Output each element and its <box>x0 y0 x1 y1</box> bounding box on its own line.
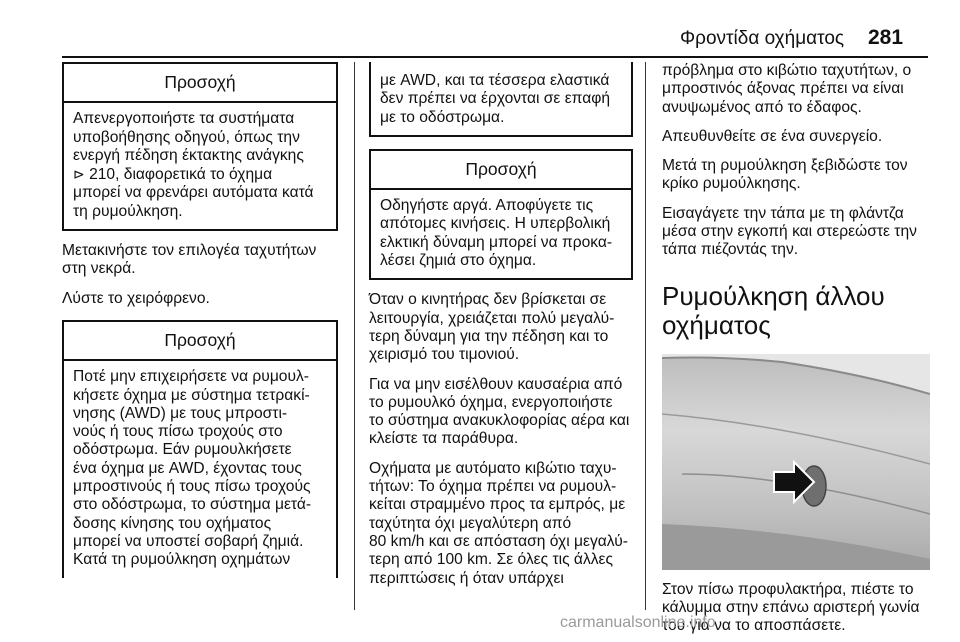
rear-bumper-illustration <box>662 354 930 570</box>
text-line: μπροστινούς ή τους πίσω τροχούς <box>73 478 311 496</box>
text-line: ανυψωμένος από το έδαφος. <box>662 98 862 116</box>
text-line: πρόβλημα στο κιβώτιο ταχυτήτων, ο <box>662 62 912 79</box>
page-reference-link[interactable]: 210, διαφορετικά το όχημα <box>89 166 273 184</box>
column-divider-1 <box>354 62 355 610</box>
text-line: υποβοήθησης οδηγού, όπως την <box>73 128 300 146</box>
text-line: Απευθυνθείτε σε ένα συνεργείο. <box>662 127 883 145</box>
text-line: στο οδόστρωμα, το σύστημα μετά- <box>73 496 312 514</box>
text-line: κλείστε τα παράθυρα. <box>369 430 519 448</box>
text-line: οδόστρωμα. Εάν ρυμουλκήσετε <box>73 441 292 459</box>
text-line: μπορεί να υποστεί σοβαρή ζημιά. <box>73 532 304 550</box>
caution-box <box>62 320 338 578</box>
paragraph <box>369 376 633 449</box>
column-3 <box>662 62 930 636</box>
caution-text <box>64 361 336 577</box>
heading-line: οχήματος <box>662 309 771 340</box>
caution-box-continued <box>369 62 633 137</box>
caution-box <box>369 149 633 280</box>
text-line: μέσα στην εγκοπή και στερεώστε την <box>662 223 917 241</box>
text-line: λέσει ζημιά στο όχημα. <box>380 252 537 270</box>
text-line: με το οδόστρωμα. <box>380 108 505 126</box>
paragraph <box>369 291 633 364</box>
caution-text <box>371 62 631 135</box>
text-line: περιπτώσεις ή όταν υπάρχει <box>369 569 564 587</box>
column-2 <box>369 62 633 588</box>
text-line: Εισαγάγετε την τάπα με τη φλάντζα <box>662 204 904 222</box>
text-line <box>73 165 328 184</box>
caution-title: Προσοχή <box>371 151 631 190</box>
paragraph <box>662 157 930 194</box>
text-line: Οδηγήστε αργά. Αποφύγετε τις <box>380 197 594 215</box>
text-line: Κατά τη ρυμούλκηση οχημάτων <box>73 551 291 569</box>
text-line: τερη από 100 km. Σε όλες τις άλλες <box>369 551 614 569</box>
text-line: κείται στραμμένο προς τα εμπρός, με <box>369 496 626 514</box>
text-line: Απενεργοποιήστε τα συστήματα <box>73 110 295 128</box>
text-line: Όταν ο κινητήρας δεν βρίσκεται σε <box>369 291 607 309</box>
text-line: Ποτέ μην επιχειρήσετε να ρυμουλ- <box>73 368 310 386</box>
section-heading <box>662 282 930 340</box>
text-line: Στον πίσω προφυλακτήρα, πιέστε το <box>662 580 914 598</box>
page-section-title: Φροντίδα οχήματος <box>680 28 845 49</box>
text-line: 80 km/h και σε απόσταση όχι μεγαλύ- <box>369 532 628 550</box>
text-line: Μετακινήστε τον επιλογέα ταχυτήτων <box>62 242 317 260</box>
text-line: νησης (AWD) με τους μπροστι- <box>73 404 288 422</box>
text-line: Μετά τη ρυμούλκηση ξεβιδώστε τον <box>662 157 908 175</box>
bumper-drawing <box>662 354 930 570</box>
text-line: νούς ή τους πίσω τροχούς στο <box>73 423 283 441</box>
text-line: ένα όχημα με AWD, έχοντας τους <box>73 459 302 477</box>
text-line: ταχύτητα όχι μεγαλύτερη από <box>369 514 572 532</box>
header-divider <box>62 56 928 58</box>
text-line: τήτων: Το όχημα πρέπει να ρυμουλ- <box>369 478 617 496</box>
text-line: δεν πρέπει να έρχονται σε επαφή <box>380 90 610 108</box>
text-line: λειτουργία, χρειάζεται πολύ μεγαλύ- <box>369 309 615 327</box>
text-line: στη νεκρά. <box>62 260 136 278</box>
heading-line: Ρυμούλκηση άλλου <box>662 280 885 311</box>
text-line: το ρυμουλκό όχημα, ενεργοποιήστε <box>369 393 613 411</box>
page-reference-arrow-icon: ⊳ <box>73 166 85 183</box>
text-line: ενεργή πέδηση έκτακτης ανάγκης <box>73 146 304 164</box>
text-line: το σύστημα ανακυκλοφορίας αέρα και <box>369 412 630 430</box>
text-line: με AWD, και τα τέσσερα ελαστικά <box>380 72 610 89</box>
text-line: τη ρυμούλκηση. <box>73 202 183 220</box>
text-line: ελκτική δύναμη μπορεί να προκα- <box>380 233 613 251</box>
text-line: δοσης κίνησης του οχήματος <box>73 514 272 532</box>
caution-text <box>64 103 336 229</box>
text-line: κήσετε όχημα με σύστημα τετρακί- <box>73 386 310 404</box>
watermark: carmanualsonline.info <box>560 614 716 631</box>
text-line: Λύστε το χειρόφρενο. <box>62 289 210 307</box>
paragraph <box>662 62 930 117</box>
text-line: κρίκο ρυμούλκησης. <box>662 175 801 193</box>
text-line: τερη δύναμη για την πέδηση και το <box>369 327 609 345</box>
caution-box <box>62 62 338 231</box>
text-line: κάλυμμα στην επάνω αριστερή γωνία <box>662 598 920 616</box>
paragraph <box>662 128 930 146</box>
text-line: Για να μην εισέλθουν καυσαέρια από <box>369 375 623 393</box>
text-line: του για να το αποσπάσετε. <box>662 617 846 635</box>
text-line: απότομες κινήσεις. Η υπερβολική <box>380 215 611 233</box>
text-line: χειρισμό του τιμονιού. <box>369 346 520 364</box>
paragraph <box>369 460 633 588</box>
text-line: μπροστινός άξονας πρέπει να είναι <box>662 80 904 98</box>
column-1 <box>62 62 338 578</box>
page-number: 281 <box>868 26 904 49</box>
paragraph <box>62 290 338 308</box>
text-line: μπορεί να φρενάρει αυτόματα κατά <box>73 184 314 202</box>
caution-text <box>371 190 631 278</box>
paragraph <box>62 242 338 279</box>
caution-title: Προσοχή <box>64 64 336 103</box>
text-line: Οχήματα με αυτόματο κιβώτιο ταχυ- <box>369 459 617 477</box>
text-line: τάπα πιέζοντάς την. <box>662 241 799 259</box>
paragraph <box>662 205 930 260</box>
column-divider-2 <box>645 62 646 610</box>
caution-title: Προσοχή <box>64 322 336 361</box>
